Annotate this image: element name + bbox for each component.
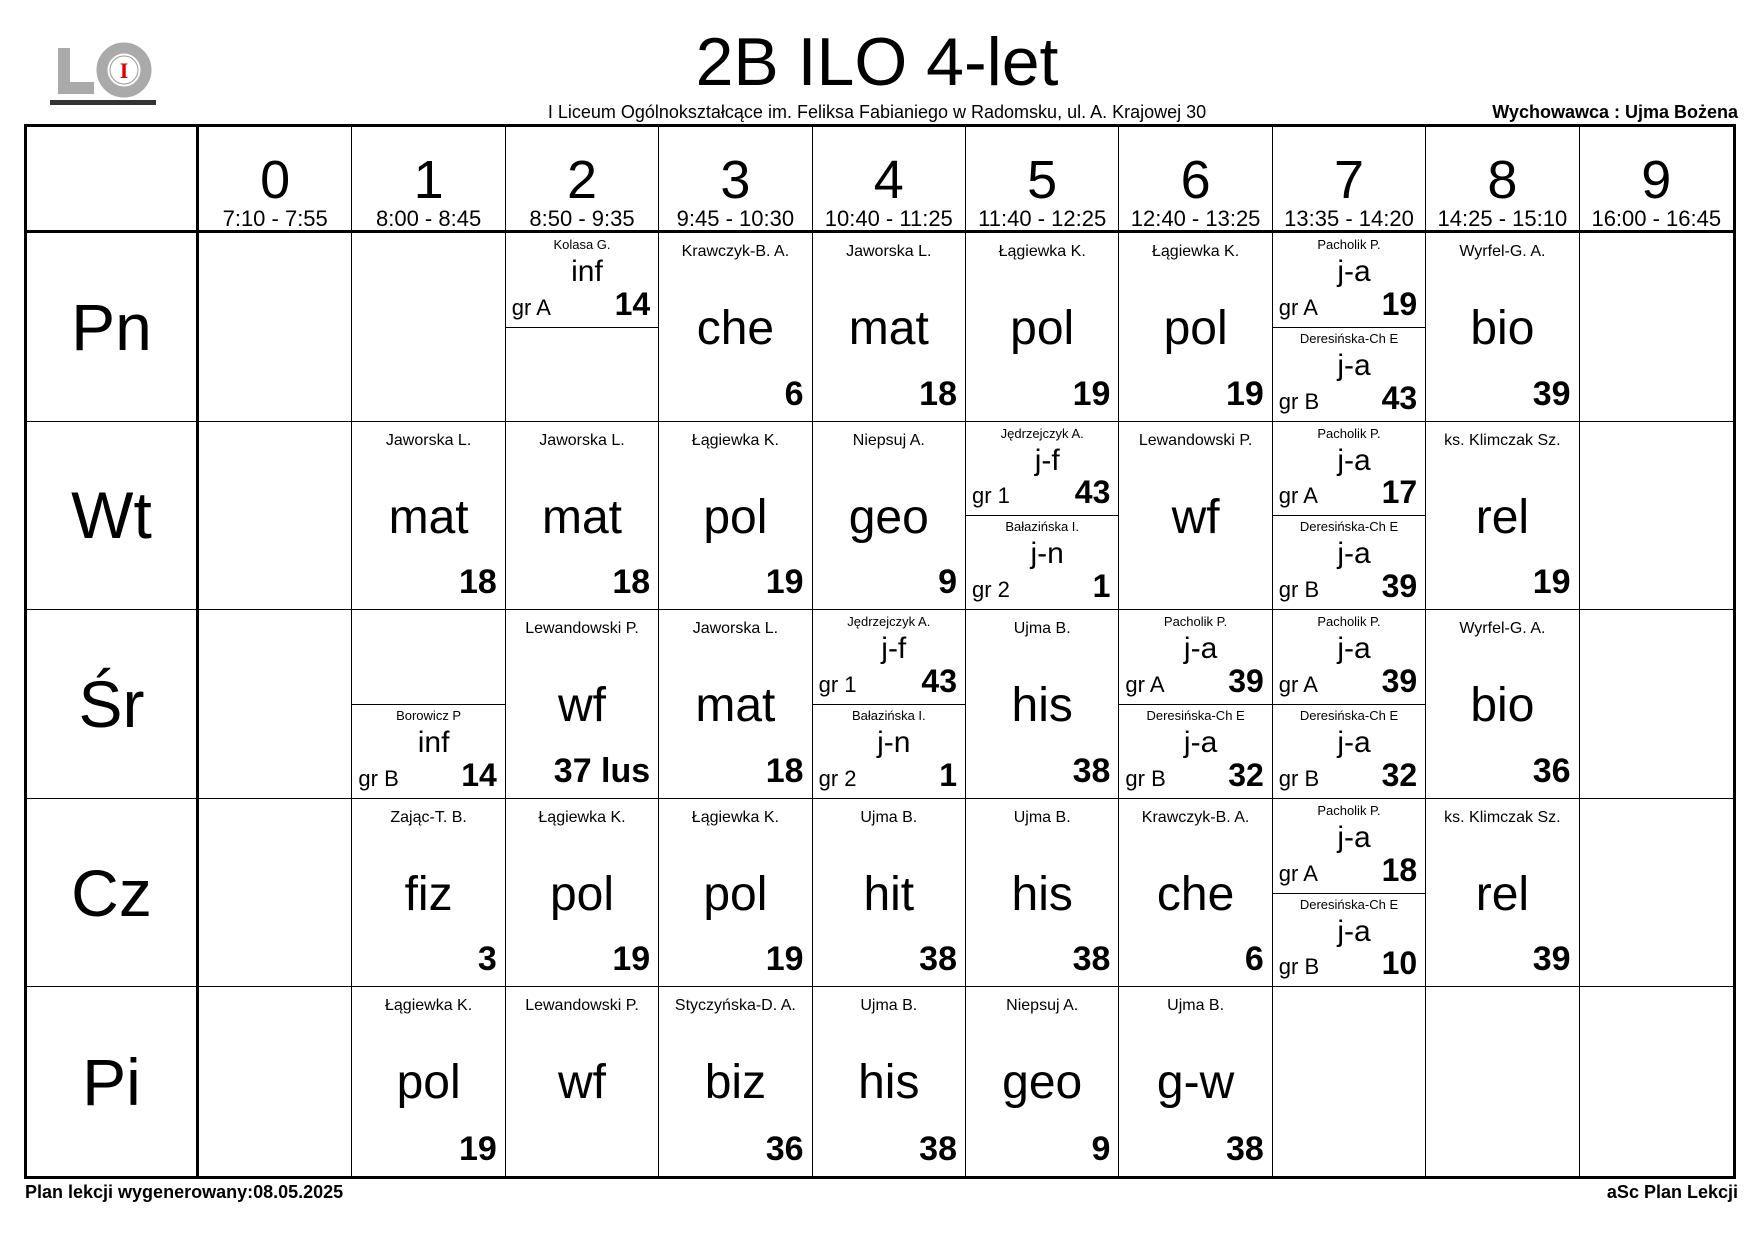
teacher-name: Łągiewka K.	[998, 243, 1086, 260]
group-lesson	[1273, 422, 1425, 517]
lesson	[813, 233, 965, 421]
room-number: 18	[612, 563, 651, 602]
lesson	[1119, 987, 1271, 1176]
subject-name: pol	[703, 867, 768, 921]
lesson-cell	[1273, 987, 1426, 1176]
timetable-grid	[24, 124, 1736, 1179]
room-number: 9	[1091, 1130, 1111, 1168]
teacher-name: Ujma B.	[1013, 808, 1071, 826]
group-lesson	[966, 422, 1118, 517]
room-number: 43	[1074, 474, 1111, 511]
group-label: gr B	[358, 765, 399, 791]
group-label: gr 2	[818, 765, 857, 791]
lesson-cell	[813, 987, 966, 1176]
teacher-name: Łągiewka K.	[538, 808, 626, 826]
lesson	[659, 610, 811, 798]
teacher-name: Styczyńska-D. A.	[674, 997, 796, 1015]
group-lesson	[1273, 233, 1425, 328]
room-number: 38	[1225, 1130, 1264, 1168]
group-label: gr B	[1278, 765, 1320, 791]
subject-name: mat	[388, 490, 469, 544]
teacher-name: Pacholik P.	[1317, 425, 1381, 441]
group-lesson	[1119, 704, 1271, 798]
lesson-cell	[352, 799, 505, 988]
lesson	[966, 233, 1118, 421]
period-time: 14:25 - 15:10	[1437, 206, 1568, 231]
lesson	[813, 987, 965, 1176]
subject-name: mat	[848, 302, 929, 355]
subject-name: his	[1011, 867, 1073, 921]
room-number: 14	[461, 756, 497, 793]
period-number: 4	[873, 150, 904, 210]
subject-name: j-a	[1337, 443, 1371, 477]
teacher-name: Łągiewka K.	[691, 808, 779, 826]
lesson-cell	[659, 233, 812, 422]
lesson-cell	[506, 422, 659, 611]
period-number: 5	[1027, 150, 1058, 210]
group-lesson	[506, 327, 658, 421]
group-label: gr 1	[971, 483, 1010, 509]
subject-name: wf	[1171, 490, 1220, 544]
lesson-cell	[966, 422, 1119, 611]
subject-name: pol	[1010, 302, 1075, 355]
period-header	[966, 127, 1119, 233]
day-label: Pn	[27, 233, 199, 422]
lesson-cell	[1426, 422, 1579, 611]
room-number: 38	[1072, 940, 1111, 979]
lesson-cell	[813, 610, 966, 799]
subject-name: che	[1156, 867, 1235, 921]
teacher-name: Ujma B.	[860, 808, 918, 826]
teacher-name: Pacholik P.	[1163, 614, 1228, 630]
teacher-name: ks. Klimczak Sz.	[1444, 808, 1561, 826]
subject-name: rel	[1475, 490, 1530, 544]
group-lesson	[1273, 799, 1425, 894]
lesson	[813, 422, 965, 610]
group-label: gr 1	[818, 671, 857, 697]
room-number: 10	[1381, 945, 1418, 982]
subject-name: bio	[1470, 679, 1535, 733]
teacher-name: Jaworska L.	[539, 431, 625, 449]
group-lesson	[1273, 610, 1425, 705]
lesson	[659, 987, 811, 1176]
subject-name: j-a	[1337, 726, 1371, 759]
lesson-cell	[199, 610, 352, 799]
lesson	[352, 987, 504, 1176]
room-number: 32	[1228, 756, 1264, 793]
lesson	[506, 422, 658, 610]
subject-name: mat	[695, 679, 776, 733]
generated-date: Plan lekcji wygenerowany:08.05.2025	[25, 1182, 344, 1202]
teacher-name: Wyrfel-G. A.	[1459, 243, 1546, 260]
room-number: 19	[612, 940, 651, 979]
group-label: gr A	[1125, 671, 1165, 697]
lesson	[1119, 422, 1271, 610]
room-number: 39	[1228, 662, 1264, 699]
lesson-cell	[1119, 987, 1272, 1176]
lesson	[1426, 422, 1578, 610]
lesson	[813, 799, 965, 987]
lesson-cell	[352, 233, 505, 422]
room-number: 1	[1092, 568, 1111, 605]
room-number: 39	[1532, 374, 1571, 413]
teacher-name: Bałazińska I.	[1005, 519, 1080, 535]
subject-name: geo	[848, 490, 929, 544]
lesson-cell	[813, 233, 966, 422]
lesson	[506, 799, 658, 987]
subject-name: j-a	[1183, 632, 1218, 666]
period-number: 8	[1487, 150, 1518, 210]
lesson-cell	[1273, 422, 1426, 611]
period-header	[1426, 127, 1579, 233]
teacher-name: Krawczyk-B. A.	[1141, 808, 1250, 826]
group-label: gr A	[1278, 860, 1318, 886]
teacher-name: Deresińska-Ch E	[1299, 708, 1399, 723]
teacher-name: Niepsuj A.	[852, 431, 925, 449]
period-number: 2	[566, 150, 598, 210]
teacher-name: Ujma B.	[1013, 620, 1071, 638]
room-number: 19	[1225, 374, 1264, 413]
subject-name: inf	[417, 726, 450, 759]
period-time: 8:00 - 8:45	[376, 206, 482, 231]
room-number: 39	[1381, 662, 1418, 699]
room-number: 39	[1381, 568, 1418, 605]
lesson-cell	[813, 799, 966, 988]
page-title: 2B ILO 4-let	[695, 24, 1059, 100]
day-label: Wt	[27, 422, 199, 611]
day-label: Śr	[27, 610, 199, 799]
room-number: 32	[1381, 756, 1418, 793]
lesson-cell	[1119, 610, 1272, 799]
group-lesson	[1273, 515, 1425, 609]
lesson-cell	[506, 987, 659, 1176]
lesson-cell	[1580, 987, 1733, 1176]
period-time: 12:40 - 13:25	[1130, 206, 1261, 231]
period-time: 16:00 - 16:45	[1591, 206, 1722, 231]
room-number: 19	[765, 563, 804, 602]
subject-name: rel	[1475, 867, 1530, 921]
lesson-cell	[506, 233, 659, 422]
room-number: 17	[1381, 474, 1418, 511]
subject-name: inf	[571, 255, 603, 288]
day-label: Pi	[27, 987, 199, 1176]
subject-name: j-n	[1030, 537, 1064, 571]
room-number: 19	[1532, 563, 1571, 602]
subject-name: biz	[704, 1056, 767, 1110]
period-number: 9	[1641, 150, 1672, 210]
room-number: 43	[921, 662, 957, 699]
teacher-name: Deresińska-Ch E	[1299, 519, 1399, 535]
lesson	[1426, 799, 1578, 987]
room-number: 43	[1381, 379, 1418, 416]
subject-name: j-a	[1337, 255, 1371, 288]
lesson-cell	[813, 422, 966, 611]
subject-name: pol	[1163, 302, 1228, 355]
subject-name: j-a	[1337, 820, 1371, 854]
corner-cell	[27, 127, 199, 233]
software-credit: aSc Plan Lekcji	[1606, 1182, 1738, 1202]
teacher-name: Jaworska L.	[385, 431, 472, 449]
svg-text:I: I	[119, 58, 129, 83]
subject-name: g-w	[1156, 1056, 1235, 1110]
group-label: gr B	[1125, 765, 1166, 791]
teacher-name: Bałazińska I.	[851, 708, 926, 723]
group-lesson	[813, 610, 965, 705]
lesson-cell	[1119, 799, 1272, 988]
lesson	[659, 233, 811, 421]
period-number: 7	[1333, 150, 1365, 210]
group-label: gr B	[1278, 954, 1320, 980]
group-label: gr A	[1278, 294, 1318, 320]
room-number: 38	[919, 940, 957, 979]
teacher-name: Niepsuj A.	[1006, 997, 1079, 1015]
teacher-name: Lewandowski P.	[1138, 431, 1253, 449]
group-label: gr B	[1278, 388, 1320, 414]
period-time: 10:40 - 11:25	[824, 206, 953, 231]
period-number: 0	[260, 150, 291, 210]
teacher-name: Lewandowski P.	[525, 997, 639, 1015]
lesson	[1119, 233, 1271, 421]
teacher-name: Lewandowski P.	[525, 620, 639, 638]
room-number: 19	[765, 940, 804, 979]
teacher-name: Deresińska-Ch E	[1299, 330, 1399, 346]
period-header	[352, 127, 505, 233]
lesson-cell	[506, 799, 659, 988]
subject-name: hit	[863, 867, 915, 921]
teacher-name: Jędrzejczyk A.	[1000, 425, 1084, 441]
teacher-name: Deresińska-Ch E	[1146, 708, 1245, 723]
teacher-name: ks. Klimczak Sz.	[1444, 431, 1561, 449]
lesson-cell	[1273, 233, 1426, 422]
room-number: 18	[1381, 851, 1418, 888]
room-number: 9	[938, 563, 957, 602]
lesson	[1119, 799, 1271, 987]
room-number: 36	[1532, 751, 1571, 790]
lesson-cell	[1273, 610, 1426, 799]
period-number: 3	[720, 150, 751, 210]
teacher-name: Pacholik P.	[1317, 614, 1381, 630]
period-header	[199, 127, 352, 233]
lesson-cell	[352, 610, 505, 799]
lesson-cell	[1426, 610, 1579, 799]
group-lesson	[352, 610, 504, 705]
room-number: 19	[1381, 285, 1418, 322]
lesson	[966, 610, 1118, 798]
subject-name: pol	[396, 1056, 461, 1110]
period-header	[659, 127, 812, 233]
lesson-cell	[506, 610, 659, 799]
homeroom-teacher: Wychowawca : Ujma Bożena	[1492, 102, 1738, 122]
teacher-name: Krawczyk-B. A.	[681, 243, 790, 260]
subject-name: his	[858, 1056, 920, 1110]
subject-name: pol	[549, 867, 615, 921]
subject-name: j-a	[1183, 726, 1218, 759]
room-number: 37 lus	[553, 751, 651, 790]
lesson-cell	[1580, 799, 1733, 988]
teacher-name: Pacholik P.	[1317, 802, 1381, 818]
teacher-name: Borowicz P	[396, 708, 462, 723]
lesson-cell	[966, 799, 1119, 988]
lesson	[352, 799, 504, 987]
subject-name: fiz	[404, 867, 453, 921]
lesson-cell	[966, 610, 1119, 799]
period-time: 8:50 - 9:35	[529, 206, 635, 231]
teacher-name: Deresińska-Ch E	[1299, 896, 1399, 912]
room-number: 38	[919, 1130, 957, 1168]
room-number: 38	[1072, 751, 1111, 790]
teacher-name: Jaworska L.	[846, 243, 932, 260]
group-label: gr A	[1278, 671, 1318, 697]
group-lesson	[1273, 704, 1425, 798]
period-header	[506, 127, 659, 233]
subject-name: bio	[1470, 302, 1535, 355]
lesson	[966, 987, 1118, 1176]
period-time: 7:10 - 7:55	[222, 206, 328, 231]
subject-name: che	[696, 302, 775, 355]
subject-name: pol	[703, 490, 768, 544]
lesson	[659, 422, 811, 610]
period-number: 1	[413, 150, 444, 210]
teacher-name: Łągiewka K.	[385, 997, 473, 1015]
lesson-cell	[199, 799, 352, 988]
lesson-cell	[199, 987, 352, 1176]
period-header	[1273, 127, 1426, 233]
lesson	[506, 987, 658, 1176]
subject-name: j-f	[1034, 443, 1060, 477]
group-lesson	[966, 515, 1118, 609]
subject-name: wf	[557, 1056, 606, 1110]
group-label: gr A	[511, 294, 551, 320]
lesson-cell	[1580, 233, 1733, 422]
subject-name: geo	[1002, 1056, 1083, 1110]
group-lesson	[506, 233, 658, 328]
teacher-name: Pacholik P.	[1317, 237, 1381, 252]
teacher-name: Wyrfel-G. A.	[1459, 620, 1546, 638]
period-header	[813, 127, 966, 233]
lesson-cell	[966, 233, 1119, 422]
school-name: I Liceum Ogólnokształcące im. Feliksa Fabianiego w Radomsku, ul. A. Krajowej 30	[547, 102, 1207, 122]
lesson-cell	[199, 422, 352, 611]
lesson-cell	[1426, 233, 1579, 422]
room-number: 39	[1532, 940, 1571, 979]
teacher-name: Łągiewka K.	[1152, 243, 1240, 260]
room-number: 18	[765, 751, 804, 790]
teacher-name: Kolasa G.	[553, 237, 611, 252]
teacher-name: Zając-T. B.	[390, 808, 467, 826]
lesson-cell	[352, 422, 505, 611]
teacher-name: Ujma B.	[1167, 997, 1225, 1015]
subject-name: j-f	[881, 632, 907, 666]
subject-name: j-a	[1337, 537, 1371, 571]
room-number: 1	[939, 756, 957, 793]
lesson	[352, 422, 504, 610]
teacher-name: Jędrzejczyk A.	[847, 614, 931, 630]
teacher-name: Ujma B.	[860, 997, 918, 1015]
subject-name: mat	[541, 490, 622, 544]
room-number: 6	[784, 374, 804, 413]
period-header	[1119, 127, 1272, 233]
lesson	[659, 799, 811, 987]
lesson-cell	[1426, 987, 1579, 1176]
room-number: 19	[1072, 374, 1111, 413]
subject-name: his	[1011, 679, 1073, 733]
group-label: gr 2	[971, 577, 1010, 603]
lesson-cell	[659, 799, 812, 988]
group-lesson	[813, 704, 965, 798]
teacher-name: Jaworska L.	[692, 620, 779, 638]
lesson-cell	[659, 610, 812, 799]
lesson-cell	[659, 987, 812, 1176]
subject-name: wf	[557, 679, 606, 733]
teacher-name: Łągiewka K.	[691, 431, 779, 449]
room-number: 6	[1244, 940, 1264, 979]
subject-name: j-a	[1337, 914, 1371, 948]
day-label: Cz	[27, 799, 199, 988]
period-header	[1580, 127, 1733, 233]
period-time: 9:45 - 10:30	[676, 206, 795, 231]
lesson-cell	[1273, 799, 1426, 988]
lesson-cell	[1426, 799, 1579, 988]
room-number: 36	[765, 1130, 804, 1168]
room-number: 19	[458, 1130, 497, 1168]
room-number: 14	[614, 285, 651, 322]
subject-name: j-a	[1337, 348, 1371, 382]
group-lesson	[352, 704, 504, 798]
lesson-cell	[659, 422, 812, 611]
group-lesson	[1119, 610, 1271, 705]
period-time: 11:40 - 12:25	[978, 206, 1107, 231]
group-lesson	[1273, 893, 1425, 987]
lesson	[506, 610, 658, 798]
subject-name: j-n	[877, 726, 911, 759]
lesson-cell	[199, 233, 352, 422]
subject-name: j-a	[1337, 632, 1371, 666]
group-lesson	[1273, 327, 1425, 421]
lesson-cell	[352, 987, 505, 1176]
room-number: 18	[919, 374, 957, 413]
lesson-cell	[1580, 610, 1733, 799]
lesson	[1426, 610, 1578, 798]
lesson-cell	[1119, 233, 1272, 422]
lesson-cell	[1119, 422, 1272, 611]
group-label: gr A	[1278, 483, 1318, 509]
group-label: gr B	[1278, 577, 1320, 603]
room-number: 18	[458, 563, 497, 602]
period-time: 13:35 - 14:20	[1284, 206, 1414, 231]
lesson-cell	[966, 987, 1119, 1176]
room-number: 3	[477, 940, 497, 979]
period-number: 6	[1180, 150, 1211, 210]
lesson	[966, 799, 1118, 987]
lesson-cell	[1580, 422, 1733, 611]
lesson	[1426, 233, 1578, 421]
